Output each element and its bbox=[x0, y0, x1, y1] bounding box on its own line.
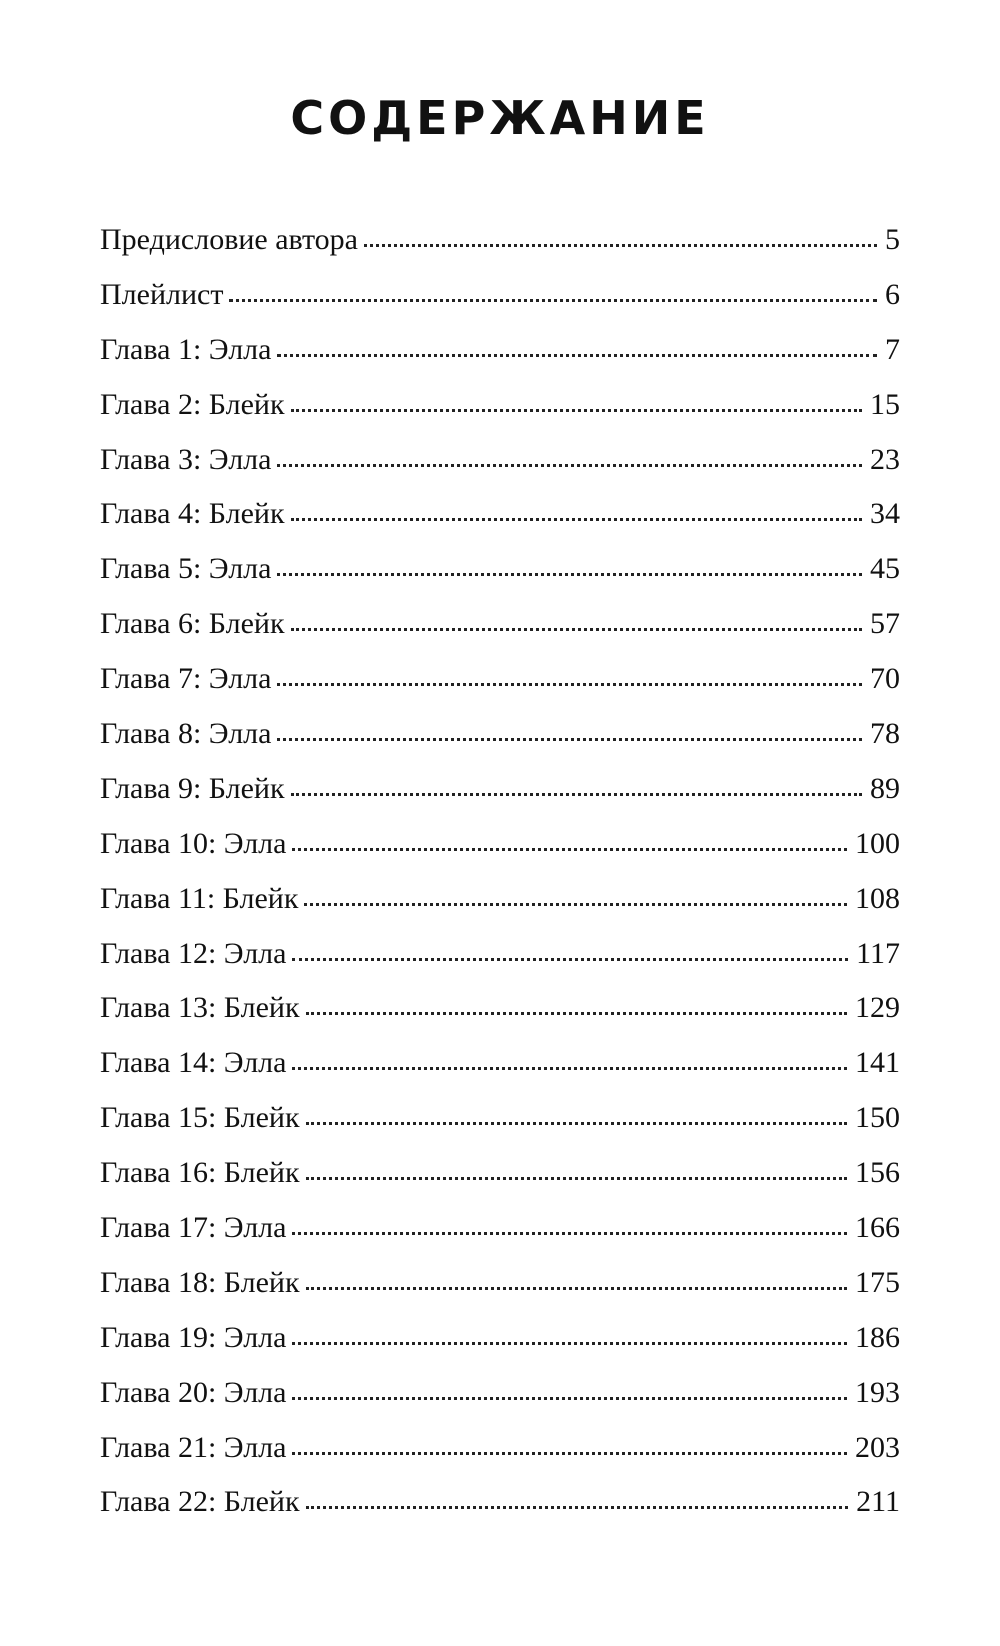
toc-entry-title: Глава 21: Элла bbox=[100, 1430, 287, 1464]
toc-entry-title: Глава 15: Блейк bbox=[100, 1101, 300, 1135]
toc-entry bbox=[100, 817, 900, 872]
toc-entry-page: 117 bbox=[856, 936, 900, 970]
toc-entry-title: Глава 8: Элла bbox=[100, 717, 272, 751]
toc-entry bbox=[100, 542, 900, 597]
dot-leader bbox=[277, 653, 862, 686]
toc-entry-page: 23 bbox=[870, 442, 900, 476]
toc-entry-page: 129 bbox=[855, 991, 900, 1025]
toc-entry-page: 156 bbox=[855, 1156, 900, 1190]
toc-entry-page: 166 bbox=[855, 1211, 900, 1245]
toc-entry-title: Глава 13: Блейк bbox=[100, 991, 300, 1025]
dot-leader bbox=[292, 1312, 847, 1345]
toc-entry bbox=[100, 213, 900, 268]
toc-entry-title: Глава 6: Блейк bbox=[100, 607, 285, 641]
toc-entry-title: Глава 4: Блейк bbox=[100, 497, 285, 531]
dot-leader bbox=[277, 708, 862, 741]
toc-entry-title: Глава 9: Блейк bbox=[100, 771, 285, 805]
dot-leader bbox=[277, 324, 877, 357]
toc-entry bbox=[100, 981, 900, 1036]
toc-entry-title: Глава 1: Элла bbox=[100, 332, 272, 366]
dot-leader bbox=[306, 982, 847, 1015]
toc-entry bbox=[100, 707, 900, 762]
toc-entry bbox=[100, 1366, 900, 1421]
page-title: СОДЕРЖАНИЕ bbox=[290, 91, 710, 145]
dot-leader bbox=[229, 269, 877, 302]
toc-entry-page: 70 bbox=[870, 662, 900, 696]
dot-leader bbox=[291, 379, 862, 412]
toc-entry bbox=[100, 487, 900, 542]
dot-leader bbox=[291, 598, 862, 631]
toc-entry bbox=[100, 1036, 900, 1091]
dot-leader bbox=[292, 1037, 847, 1070]
toc-entry bbox=[100, 1146, 900, 1201]
toc-entry-page: 211 bbox=[856, 1485, 900, 1519]
toc-entry-page: 45 bbox=[870, 552, 900, 586]
toc-entry bbox=[100, 1475, 900, 1530]
toc-entry bbox=[100, 762, 900, 817]
dot-leader bbox=[292, 818, 847, 851]
toc-entry-title: Глава 10: Элла bbox=[100, 826, 287, 860]
toc-entry-page: 175 bbox=[855, 1265, 900, 1299]
toc-entry-title: Предисловие автора bbox=[100, 223, 358, 256]
toc-entry-page: 150 bbox=[855, 1101, 900, 1135]
toc-entry-title: Глава 7: Элла bbox=[100, 662, 272, 696]
toc-entry-title: Глава 18: Блейк bbox=[100, 1265, 300, 1299]
toc-entry-page: 100 bbox=[855, 826, 900, 860]
toc-entry-title: Глава 12: Элла bbox=[100, 936, 287, 970]
dot-leader bbox=[277, 434, 862, 467]
dot-leader bbox=[304, 873, 847, 906]
toc-entry bbox=[100, 652, 900, 707]
toc-entry-page: 186 bbox=[855, 1320, 900, 1354]
dot-leader bbox=[292, 1202, 847, 1235]
toc-entry-page: 78 bbox=[870, 717, 900, 751]
toc-entry-page: 89 bbox=[870, 771, 900, 805]
toc-entry-title: Плейлист bbox=[100, 277, 224, 311]
table-of-contents bbox=[100, 213, 900, 1530]
toc-entry-page: 193 bbox=[855, 1375, 900, 1409]
toc-entry-title: Глава 3: Элла bbox=[100, 442, 272, 476]
toc-entry-page: 141 bbox=[855, 1046, 900, 1080]
dot-leader bbox=[306, 1476, 849, 1509]
toc-entry-page: 203 bbox=[855, 1430, 900, 1464]
toc-entry bbox=[100, 1421, 900, 1476]
toc-entry-title: Глава 22: Блейк bbox=[100, 1485, 300, 1519]
toc-entry bbox=[100, 597, 900, 652]
toc-entry-page: 34 bbox=[870, 497, 900, 531]
dot-leader bbox=[306, 1257, 847, 1290]
toc-entry bbox=[100, 1091, 900, 1146]
toc-entry bbox=[100, 1256, 900, 1311]
dot-leader bbox=[291, 488, 862, 521]
toc-entry bbox=[100, 872, 900, 927]
dot-leader bbox=[364, 214, 877, 247]
toc-entry-title: Глава 14: Элла bbox=[100, 1046, 287, 1080]
toc-entry bbox=[100, 323, 900, 378]
toc-entry-title: Глава 20: Элла bbox=[100, 1375, 287, 1409]
toc-entry-title: Глава 17: Элла bbox=[100, 1211, 287, 1245]
toc-entry bbox=[100, 268, 900, 323]
toc-entry-title: Глава 11: Блейк bbox=[100, 881, 299, 915]
dot-leader bbox=[291, 763, 862, 796]
toc-entry-page: 5 bbox=[885, 223, 900, 256]
dot-leader bbox=[292, 1367, 847, 1400]
toc-entry bbox=[100, 1201, 900, 1256]
toc-entry-page: 15 bbox=[870, 387, 900, 421]
dot-leader bbox=[306, 1092, 847, 1125]
toc-entry bbox=[100, 927, 900, 982]
toc-entry-title: Глава 16: Блейк bbox=[100, 1156, 300, 1190]
toc-entry bbox=[100, 433, 900, 488]
toc-entry-page: 6 bbox=[885, 277, 900, 311]
toc-entry-page: 7 bbox=[885, 332, 900, 366]
dot-leader bbox=[292, 928, 848, 961]
dot-leader bbox=[277, 543, 862, 576]
toc-entry bbox=[100, 1311, 900, 1366]
toc-entry-page: 57 bbox=[870, 607, 900, 641]
dot-leader bbox=[306, 1147, 847, 1180]
toc-entry-title: Глава 5: Элла bbox=[100, 552, 272, 586]
dot-leader bbox=[292, 1422, 847, 1455]
toc-entry-title: Глава 19: Элла bbox=[100, 1320, 287, 1354]
toc-entry-title: Глава 2: Блейк bbox=[100, 387, 285, 421]
toc-entry bbox=[100, 378, 900, 433]
toc-entry-page: 108 bbox=[855, 881, 900, 915]
